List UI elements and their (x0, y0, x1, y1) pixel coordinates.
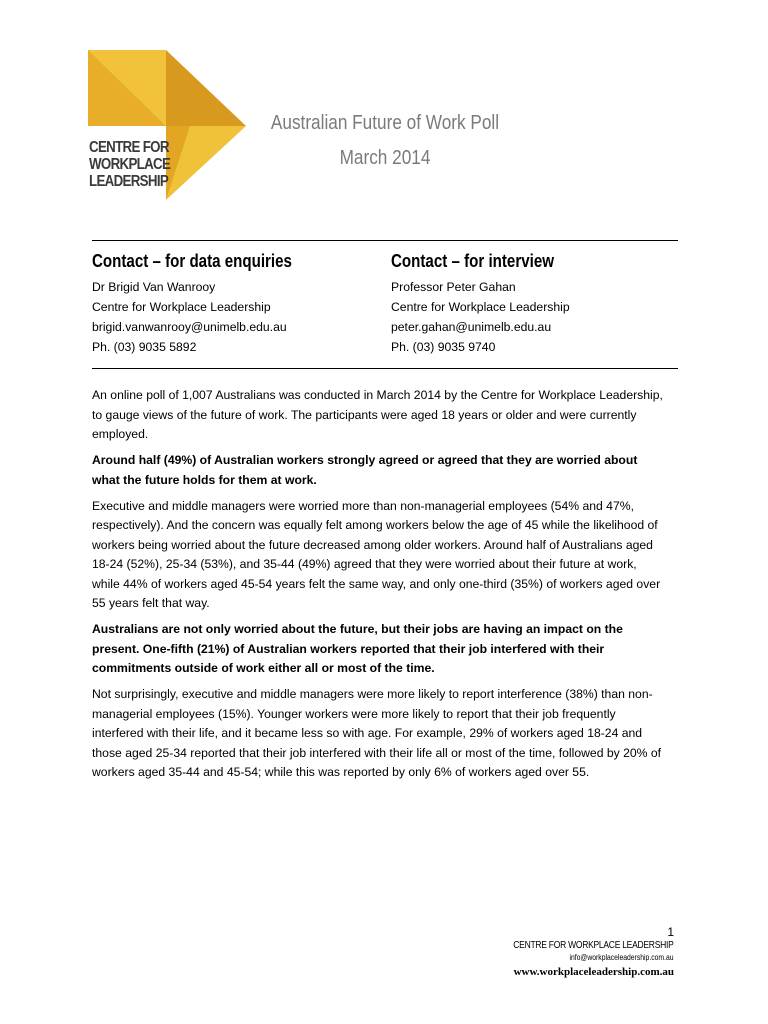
page-title (260, 106, 509, 176)
contact-org: Centre for Workplace Leadership (391, 300, 570, 314)
footer-org: CENTRE FOR WORKPLACE LEADERSHIP (513, 940, 674, 951)
contact-data-enquiries (92, 250, 330, 357)
logo-line-3: LEADERSHIP (89, 173, 169, 190)
footer-email: info@workplaceleadership.com.au (569, 953, 674, 962)
logo-line-1: CENTRE FOR (89, 139, 169, 156)
contact-interview (391, 250, 585, 357)
title-line-1: Australian Future of Work Poll (270, 112, 500, 134)
paragraph: Not surprisingly, executive and middle managers were more likely to report interference (38%) than non-managerial employees (15%). Younger workers were more likely to report that their job frequently interfered with their life, and it became less so with age. For example, 29% of workers aged 18-24 and those aged 25-34 reported that their job interfered with their life all or most of the time, followed by 20% of workers aged 35-44 and 45-54; while this was reported by only 6% of workers aged over 55. (92, 687, 662, 779)
body-text (92, 386, 664, 789)
divider-top (92, 240, 678, 241)
contact-org: Centre for Workplace Leadership (92, 300, 271, 314)
paragraph: Executive and middle managers were worried more than non-managerial employees (54% and 47%, respectively). And the concern was equally felt among workers below the age of 45 while the likelihood of workers being worried about the future decreased among older workers. Around half of Australians aged 18-24 (52%), 25-34 (53%), and 35-44 (49%) agreed that they were worried about their future at work, while 44% of workers aged 45-54 years felt the same way, and only one-third (35%) of workers aged over 55 years felt that way. (92, 498, 661, 610)
logo-line-2: WORKPLACE (89, 156, 171, 173)
contact-phone: Ph. (03) 9035 5892 (92, 340, 197, 354)
contact-email: brigid.vanwanrooy@unimelb.edu.au (92, 320, 287, 334)
footer-website: www.workplaceleadership.com.au (513, 966, 674, 978)
contact-name: Professor Peter Gahan (391, 280, 516, 294)
contact-heading: Contact – for data enquiries (92, 251, 292, 271)
contact-heading: Contact – for interview (391, 251, 554, 271)
contact-email: peter.gahan@unimelb.edu.au (391, 320, 552, 334)
logo-wordmark (89, 139, 170, 190)
paragraph: An online poll of 1,007 Australians was conducted in March 2014 by the Centre for Workplace Leadership, to gauge views of the future of work. The participants were aged 18 years or older and were currently employed. (92, 388, 663, 441)
paragraph-bold: Australians are not only worried about the future, but their jobs are having an impact on the present. One-fifth (21%) of Australian workers reported that their job interfered with their commitments outside of work either all or most of the time. (92, 622, 623, 675)
page-footer (485, 924, 674, 981)
contact-phone: Ph. (03) 9035 9740 (391, 340, 496, 354)
paragraph-bold: Around half (49%) of Australian workers strongly agreed or agreed that they are worried about what the future holds for them at work. (92, 453, 638, 487)
title-line-2: March 2014 (339, 147, 431, 169)
contact-name: Dr Brigid Van Wanrooy (92, 280, 216, 294)
page-number: 1 (667, 925, 674, 939)
divider-bottom (92, 368, 678, 369)
